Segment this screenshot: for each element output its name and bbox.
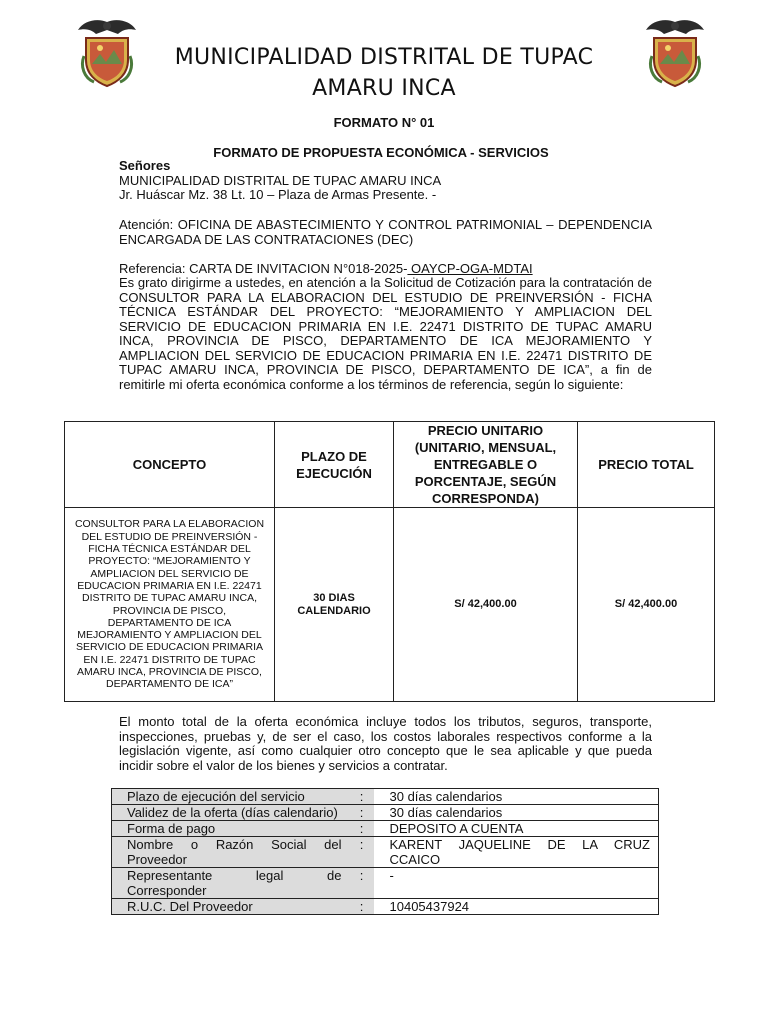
info-colon: :	[350, 805, 374, 821]
municipal-crest-left-icon	[76, 16, 138, 88]
cell-precio-total: S/ 42,400.00	[578, 508, 715, 702]
info-value: 10405437924	[389, 899, 470, 914]
header-precio-unitario: PRECIO UNITARIO (UNITARIO, MENSUAL, ENTREGABLE O PORCENTAJE, SEGÚN CORRESPONDA)	[394, 422, 578, 508]
salutation: Señores	[119, 158, 171, 173]
price-table	[64, 421, 715, 702]
info-value: 30 días calendarios	[389, 789, 503, 804]
header-concepto: CONCEPTO	[65, 422, 275, 508]
cell-precio-unitario: S/ 42,400.00	[394, 508, 578, 702]
info-colon: :	[350, 837, 374, 868]
info-label: R.U.C. Del Proveedor	[112, 899, 350, 915]
info-label: Representante legal de Corresponder	[112, 868, 350, 899]
info-colon: :	[350, 821, 374, 837]
info-value: KARENT JAQUELINE DE LA CRUZ CCAICO	[389, 837, 650, 867]
reference-code: OAYCP-OGA-MDTAI	[407, 261, 533, 276]
info-row-forma-pago	[112, 821, 659, 837]
info-label: Plazo de ejecución del servicio	[112, 789, 350, 805]
intro-paragraph: Es grato dirigirme a ustedes, en atención a la Solicitud de Cotización para la contratación de CONSULTOR PARA LA ELABORACION DEL ESTUDIO DE PREINVERSIÓN - FICHA TÉCNICA ESTÁNDAR DEL PROYECTO: “MEJORAMIENTO Y AMPLIACION DEL SERVICIO DE EDUCACION PRIMARIA EN I.E. 22471 DISTRITO DE TUPAC AMARU INCA, PROVINCIA DE PISCO, DEPARTAMENTO DE ICA MEJORAMIENTO Y AMPLIACION DEL SERVICIO DE EDUCACION PRIMARIA EN I.E. 22471 DISTRITO DE TUPAC AMARU INCA, PROVINCIA DE PISCO, DEPARTAMENTO DE ICA”, a fin de remitirle mi oferta económica conforme a los términos de referencia, según lo siguiente:	[119, 275, 652, 392]
info-colon: :	[350, 868, 374, 899]
info-label: Nombre o Razón Social del Proveedor	[112, 837, 350, 868]
municipal-crest-right-icon	[644, 16, 706, 88]
info-row-ruc	[112, 899, 659, 915]
provider-info-table	[111, 788, 659, 915]
info-row-validez	[112, 805, 659, 821]
info-label: Validez de la oferta (días calendario)	[112, 805, 350, 821]
info-colon: :	[350, 899, 374, 915]
header-plazo: PLAZO DE EJECUCIÓN	[275, 422, 394, 508]
info-label: Forma de pago	[112, 821, 350, 837]
addressee-entity: MUNICIPALIDAD DISTRITAL DE TUPAC AMARU INCA	[119, 172, 442, 188]
info-row-razon-social	[112, 837, 659, 868]
info-colon: :	[350, 789, 374, 805]
table-row	[65, 508, 715, 702]
attention-line: Atención: OFICINA DE ABASTECIMIENTO Y CONTROL PATRIMONIAL – DEPENDENCIA ENCARGADA DE LAS CONTRATACIONES (DEC)	[119, 217, 652, 247]
header-precio-total: PRECIO TOTAL	[578, 422, 715, 508]
info-row-representante	[112, 868, 659, 899]
formato-number: FORMATO N° 01	[333, 115, 435, 130]
addressee-address: Jr. Huáscar Mz. 38 Lt. 10 – Plaza de Armas Presente. -	[119, 187, 437, 202]
cell-concepto: CONSULTOR PARA LA ELABORACION DEL ESTUDIO DE PREINVERSIÓN - FICHA TÉCNICA ESTÁNDAR DEL PROYECTO: “MEJORAMIENTO Y AMPLIACION DEL SERVICIO DE EDUCACION PRIMARIA EN I.E. 22471 DISTRITO DE TUPAC AMARU INCA, PROVINCIA DE PISCO, DEPARTAMENTO DE ICA MEJORAMIENTO Y AMPLIACION DEL SERVICIO DE EDUCACION PRIMARIA EN I.E. 22471 DISTRITO DE TUPAC AMARU INCA, PROVINCIA DE PISCO, DEPARTAMENTO DE ICA”	[65, 508, 275, 702]
document-subtitle: FORMATO DE PROPUESTA ECONÓMICA - SERVICIOS	[213, 145, 549, 160]
price-table-header	[65, 422, 715, 508]
addressee-block	[119, 159, 652, 203]
info-value: 30 días calendarios	[389, 805, 503, 820]
reference-prefix: Referencia: CARTA DE INVITACION N°018-2025-	[119, 261, 408, 276]
title-line-2: AMARU INCA	[312, 76, 456, 101]
info-value: -	[389, 868, 394, 883]
page-title	[150, 42, 618, 104]
info-value: DEPOSITO A CUENTA	[389, 821, 524, 836]
title-line-1: MUNICIPALIDAD DISTRITAL DE TUPAC	[174, 45, 594, 70]
cell-plazo: 30 DIAS CALENDARIO	[275, 508, 394, 702]
closing-paragraph: El monto total de la oferta económica incluye todos los tributos, seguros, transporte, inspecciones, pruebas y, de ser el caso, los costos laborales respectivos conforme a la legislación vigente, así como cualquier otro concepto que le sea aplicable y que pueda incidir sobre el valor de los bienes y servicios a contratar.	[119, 714, 652, 773]
info-row-plazo	[112, 789, 659, 805]
